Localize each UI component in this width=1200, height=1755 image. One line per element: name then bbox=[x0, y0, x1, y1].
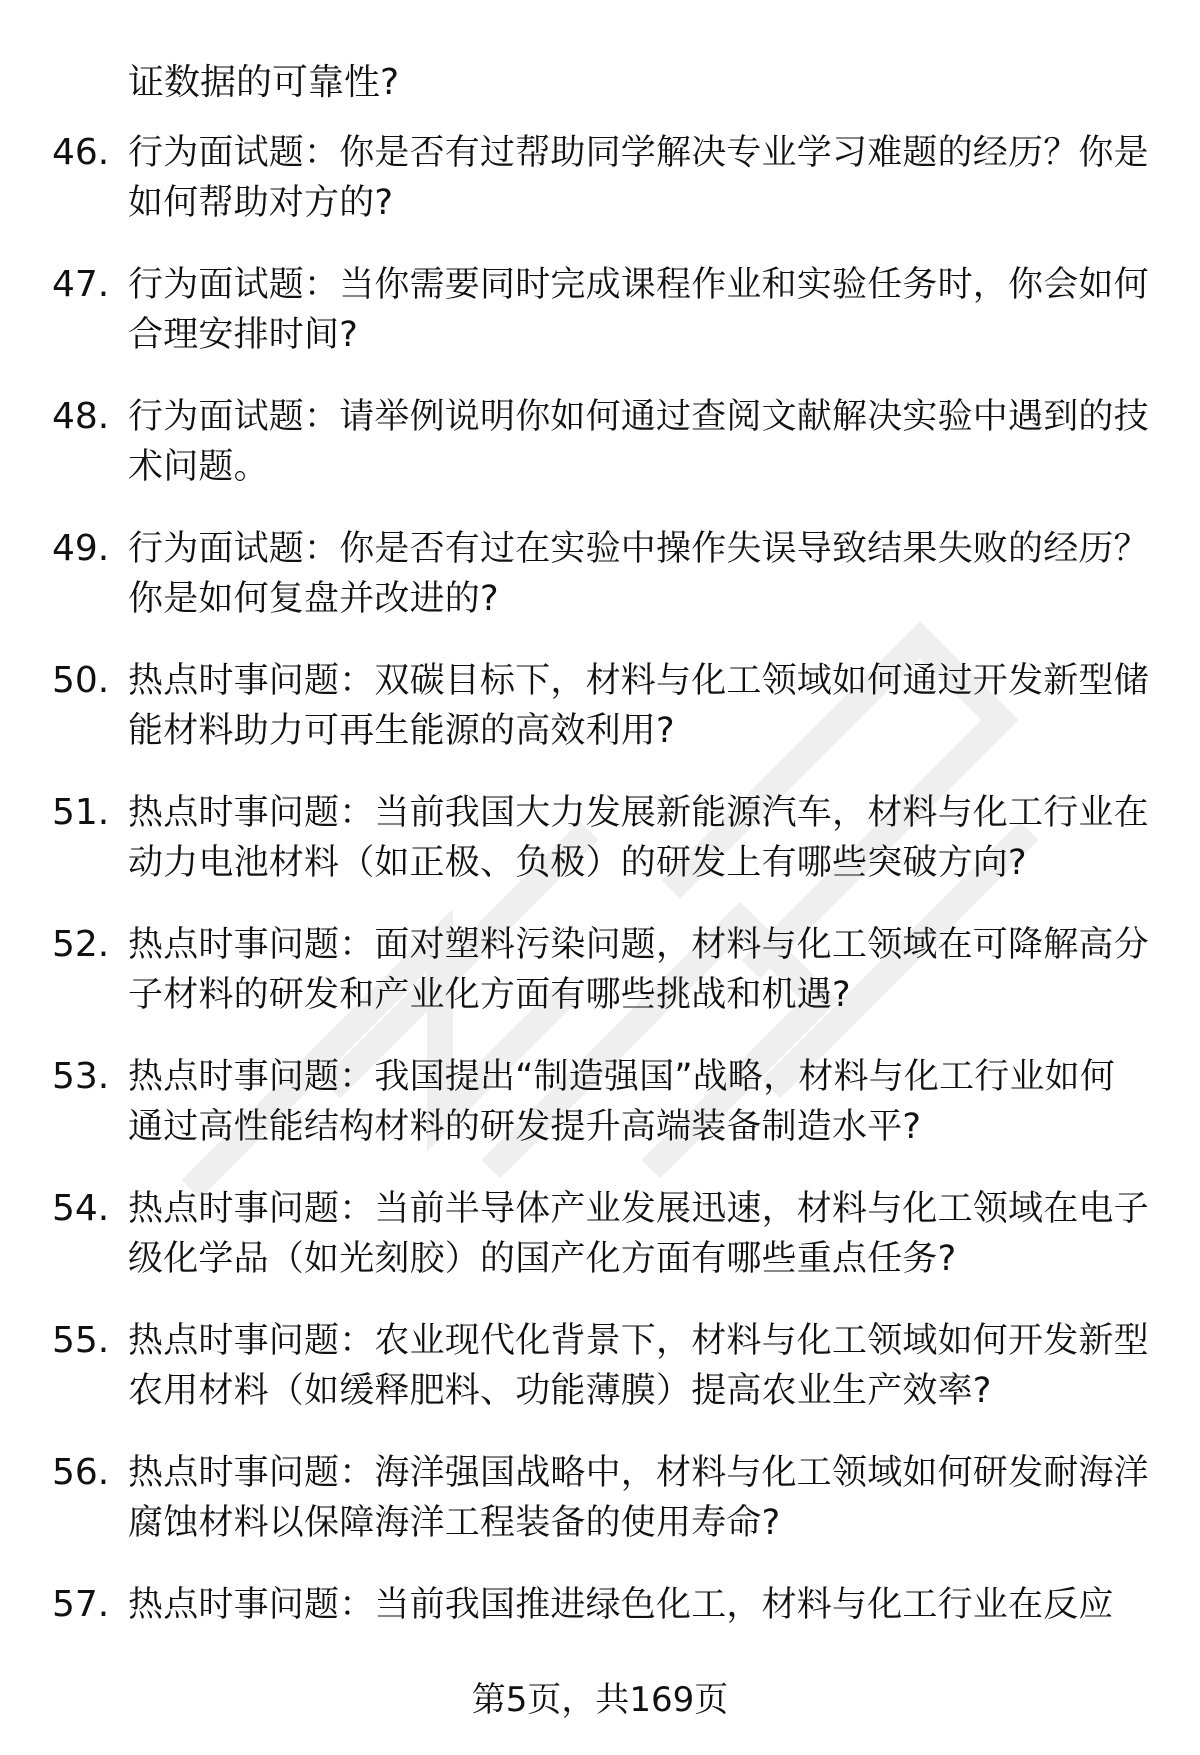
item-text: 热点时事问题：当前半导体产业发展迅速，材料与化工领域在电子级化学品（如光刻胶）的国产化方面有哪些重点任务? bbox=[128, 1189, 1149, 1279]
item-number: 48. bbox=[52, 396, 110, 437]
list-item bbox=[0, 788, 1200, 920]
item-text: 热点时事问题：海洋强国战略中，材料与化工领域如何研发耐海洋腐蚀材料以保障海洋工程装备的使用寿命? bbox=[128, 1453, 1149, 1543]
list-item bbox=[0, 1052, 1200, 1184]
list-item bbox=[0, 1316, 1200, 1448]
item-number: 49. bbox=[52, 528, 110, 569]
list-item bbox=[0, 920, 1200, 1052]
item-text: 行为面试题：你是否有过帮助同学解决专业学习难题的经历？你是如何帮助对方的? bbox=[128, 133, 1149, 223]
item-text: 热点时事问题：面对塑料污染问题，材料与化工领域在可降解高分子材料的研发和产业化方面有哪些挑战和机遇? bbox=[128, 925, 1149, 1015]
item-number: 55. bbox=[52, 1320, 110, 1361]
item-number: 54. bbox=[52, 1188, 110, 1229]
list-item bbox=[0, 260, 1200, 392]
list-item bbox=[0, 1448, 1200, 1580]
item-number: 47. bbox=[52, 264, 110, 305]
item-number: 52. bbox=[52, 924, 110, 965]
item-text: 热点时事问题：农业现代化背景下，材料与化工领域如何开发新型农用材料（如缓释肥料、功能薄膜）提高农业生产效率? bbox=[128, 1321, 1149, 1411]
item-text: 行为面试题：当你需要同时完成课程作业和实验任务时，你会如何合理安排时间? bbox=[128, 265, 1149, 355]
list-item bbox=[0, 392, 1200, 524]
item-text: 热点时事问题：当前我国大力发展新能源汽车，材料与化工行业在动力电池材料（如正极、负极）的研发上有哪些突破方向? bbox=[128, 793, 1149, 883]
list-item bbox=[0, 1184, 1200, 1316]
item-number: 57. bbox=[52, 1584, 110, 1625]
question-list bbox=[0, 128, 1200, 1712]
item-number: 56. bbox=[52, 1452, 110, 1493]
list-item bbox=[0, 656, 1200, 788]
list-item bbox=[0, 128, 1200, 260]
item-number: 51. bbox=[52, 792, 110, 833]
item-number: 50. bbox=[52, 660, 110, 701]
item-text: 热点时事问题：当前我国推进绿色化工，材料与化工行业在反应 bbox=[128, 1585, 1114, 1625]
item-number: 53. bbox=[52, 1056, 110, 1097]
item-number: 46. bbox=[52, 132, 110, 173]
item-text: 热点时事问题：双碳目标下，材料与化工领域如何通过开发新型储能材料助力可再生能源的高效利用? bbox=[128, 661, 1149, 751]
list-item bbox=[0, 524, 1200, 656]
continuation-text: 证数据的可靠性? bbox=[128, 62, 400, 103]
item-text: 热点时事问题：我国提出“制造强国”战略，材料与化工行业如何通过高性能结构材料的研发提升高端装备制造水平? bbox=[128, 1057, 1116, 1147]
item-text: 行为面试题：请举例说明你如何通过查阅文献解决实验中遇到的技术问题。 bbox=[128, 397, 1149, 487]
page-footer: 第5页，共169页 bbox=[471, 1680, 729, 1720]
item-text: 行为面试题：你是否有过在实验中操作失误导致结果失败的经历？你是如何复盘并改进的? bbox=[128, 529, 1149, 619]
